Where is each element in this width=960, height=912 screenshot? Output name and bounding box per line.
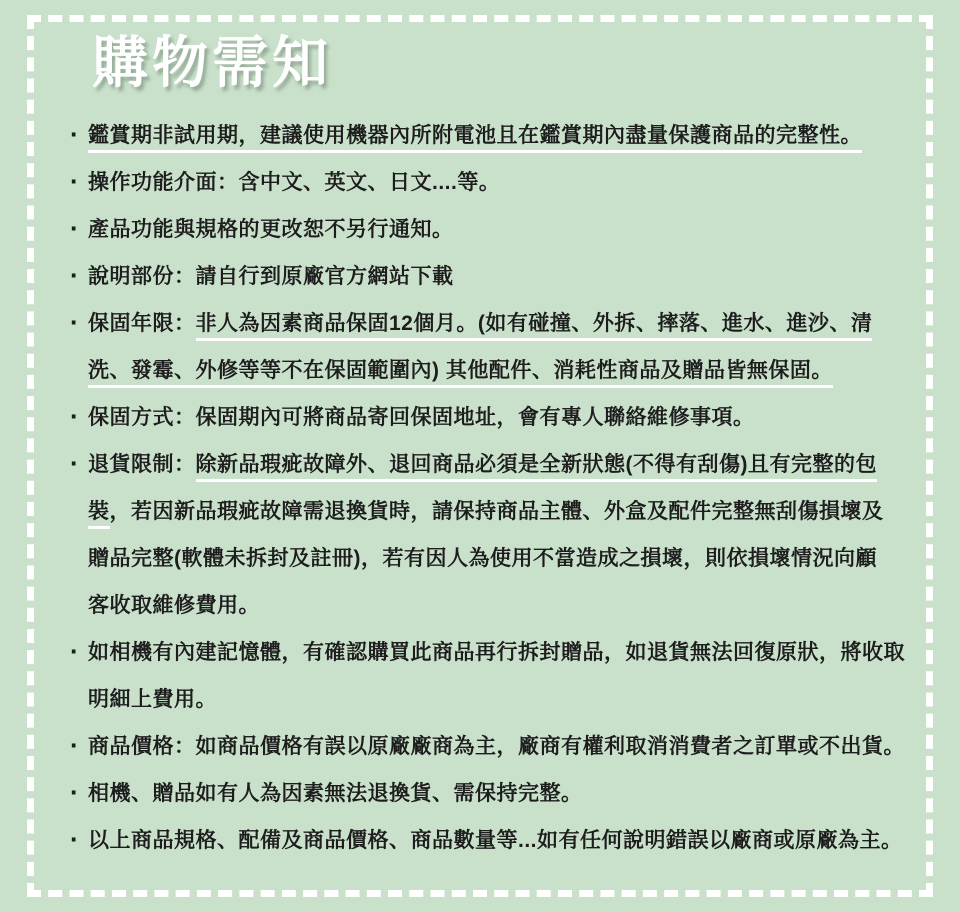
page-title: 購物需知 bbox=[92, 31, 332, 94]
underlined-text: 除新品瑕疵故障外、退回商品必須是全新狀態(不得有刮傷)且有完整的包 bbox=[196, 453, 877, 482]
notice-item bbox=[66, 441, 928, 629]
notice-text: 如相機有內建記憶體，有確認購買此商品再行拆封贈品，如退貨無法回復原狀，將收取 bbox=[88, 641, 905, 664]
notice-line bbox=[66, 441, 928, 488]
notice-line bbox=[66, 159, 928, 206]
bullet-dot: ‧ bbox=[70, 218, 78, 241]
notice-line bbox=[66, 770, 928, 817]
notice-line bbox=[66, 488, 928, 535]
bullet-dot: ‧ bbox=[70, 453, 78, 476]
notice-item bbox=[66, 770, 928, 817]
notice-line bbox=[66, 723, 928, 770]
notice-item bbox=[66, 394, 928, 441]
notice-line bbox=[66, 394, 928, 441]
underlined-text: 洗、發霉、外修等等不在保固範圍內) 其他配件、消耗性商品及贈品皆無保固。 bbox=[88, 359, 833, 388]
bullet-dot: ‧ bbox=[70, 312, 78, 335]
notice-text: 商品價格：如商品價格有誤以原廠廠商為主，廠商有權利取消消費者之訂單或不出貨。 bbox=[88, 735, 905, 758]
notice-line bbox=[66, 582, 928, 629]
bullet-dot: ‧ bbox=[70, 641, 78, 664]
notice-text: 說明部份：請自行到原廠官方網站下載 bbox=[88, 265, 454, 288]
notice-item bbox=[66, 629, 928, 723]
notice-line bbox=[66, 112, 928, 159]
bullet-dot: ‧ bbox=[70, 171, 78, 194]
notice-text: 相機、贈品如有人為因素無法退換貨、需保持完整。 bbox=[88, 782, 583, 805]
notice-item bbox=[66, 112, 928, 159]
notice-item bbox=[66, 206, 928, 253]
notice-line bbox=[66, 676, 928, 723]
notice-text: 客收取維修費用。 bbox=[88, 594, 260, 617]
notice-item bbox=[66, 300, 928, 394]
underlined-text: 非人為因素商品保固12個月。(如有碰撞、外拆、摔落、進水、進沙、清 bbox=[196, 312, 873, 341]
notice-list bbox=[66, 112, 928, 864]
bullet-dot: ‧ bbox=[70, 735, 78, 758]
underlined-text: 鑑賞期非試用期，建議使用機器內所附電池且在鑑賞期內盡量保護商品的完整性。 bbox=[88, 124, 862, 153]
notice-text: 產品功能與規格的更改恕不另行通知。 bbox=[88, 218, 454, 241]
notice-text: ，若因新品瑕疵故障需退換貨時，請保持商品主體、外盒及配件完整無刮傷損壞及 bbox=[109, 500, 884, 523]
notice-text: 退貨限制： bbox=[88, 453, 196, 476]
notice-text: 以上商品規格、配備及商品價格、商品數量等...如有任何說明錯誤以廠商或原廠為主。 bbox=[88, 829, 903, 852]
notice-line bbox=[66, 300, 928, 347]
notice-line bbox=[66, 817, 928, 864]
bullet-dot: ‧ bbox=[70, 829, 78, 852]
underlined-text: 裝 bbox=[88, 500, 110, 529]
notice-text: 操作功能介面：含中文、英文、日文....等。 bbox=[88, 171, 501, 194]
notice-item bbox=[66, 723, 928, 770]
bullet-dot: ‧ bbox=[70, 265, 78, 288]
notice-line bbox=[66, 629, 928, 676]
notice-text: 保固方式：保固期內可將商品寄回保固地址，會有專人聯絡維修事項。 bbox=[88, 406, 755, 429]
notice-item bbox=[66, 253, 928, 300]
notice-line bbox=[66, 206, 928, 253]
notice-line bbox=[66, 347, 928, 394]
notice-text: 保固年限： bbox=[88, 312, 196, 335]
notice-panel bbox=[66, 28, 928, 864]
notice-line bbox=[66, 253, 928, 300]
notice-line bbox=[66, 535, 928, 582]
notice-text: 贈品完整(軟體未拆封及註冊)，若有因人為使用不當造成之損壞，則依損壞情況向顧 bbox=[88, 547, 877, 570]
notice-text: 明細上費用。 bbox=[88, 688, 217, 711]
notice-item bbox=[66, 817, 928, 864]
bullet-dot: ‧ bbox=[70, 782, 78, 805]
bullet-dot: ‧ bbox=[70, 124, 78, 147]
bullet-dot: ‧ bbox=[70, 406, 78, 429]
notice-item bbox=[66, 159, 928, 206]
